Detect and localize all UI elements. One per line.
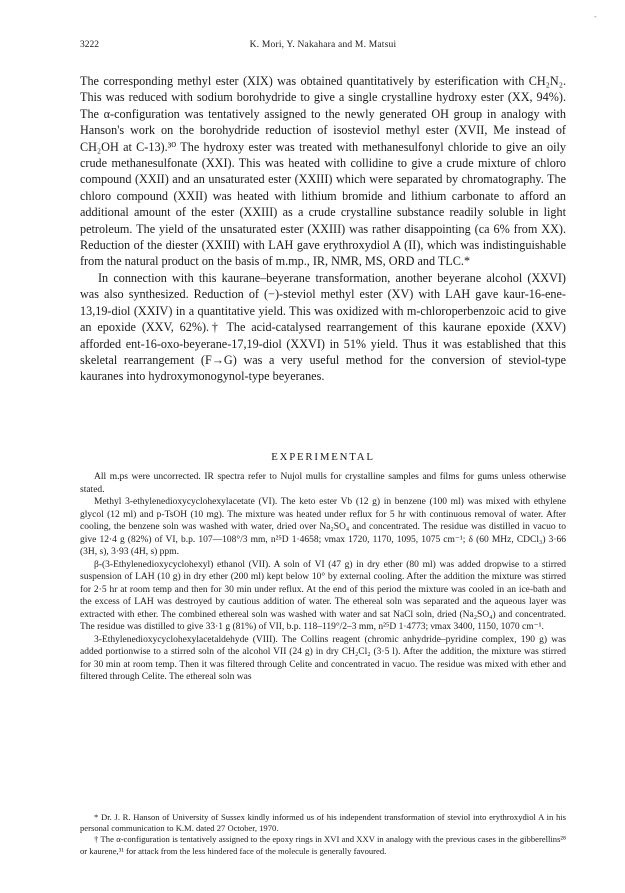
page-number: 3222 — [80, 40, 99, 50]
experimental-paragraph: 3-Ethylenedioxycyclohexylacetaldehyde (VIII). The Collins reagent (chromic anhydride–pyridine complex, 190 g) was added portionwise to a stirred soln of the alcohol VII (24 g) in dry CH₂Cl₂ (3·5 l). After the addition, the mixture was stirred for 30 min at room temp. Then it was filtered through Celite and concentrated in vacuo. The residue was mixed with ether and filtered through Celite. The ethereal soln was — [80, 634, 566, 682]
section-heading: EXPERIMENTAL — [271, 451, 375, 463]
page-header — [80, 40, 566, 54]
experimental-paragraph: Methyl 3-ethylenedioxycyclohexylacetate (VI). The keto ester Vb (12 g) in benzene (100 ml) was mixed with ethylene glycol (12 ml) and p-TsOH (10 mg). The mixture was heated under reflux for 5 hr with continuous removal of water. After cooling, the benzene soln was washed with water, dried over Na₂SO₄ and concentrated. The residue was distilled in vacuo to give 12·4 g (82%) of VI, b.p. 107—108°/3 mm, n²⁵D 1·4658; νmax 1720, 1170, 1095, 1075 cm⁻¹; δ (60 MHz, CDCl₃) 3·66 (3H, s), 3·93 (4H, s) ppm. — [80, 497, 566, 557]
experimental-paragraph: β-(3-Ethylenedioxycyclohexyl) ethanol (VII). A soln of VI (47 g) in dry ether (80 ml) was added dropwise to a stirred suspension of LAH (10 g) in dry ether (200 ml) kept below 10° by external cooling. After the addition the mixture was stirred for 2·5 hr at room temp and then for 30 min under reflux. At the end of this period the mixture was cooled in an ice-bath and the excess of LAH was destroyed by cautious addition of water. The ethereal soln was separated and the aqueous layer was extracted with ether. The combined ethereal soln was washed with water and sat NaCl soln, dried (Na₂SO₄) and concentrated. The residue was distilled to give 33·1 g (81%) of VII, b.p. 118–119°/2–3 mm, n²⁵D 1·4773; νmax 3400, 1150, 1070 cm⁻¹. — [80, 559, 566, 632]
corner-mark: - — [594, 12, 597, 21]
experimental-paragraph: All m.ps were uncorrected. IR spectra refer to Nujol mulls for crystalline samples and films for gums unless otherwise stated. — [80, 472, 566, 495]
footnotes — [80, 812, 566, 857]
experimental-text — [80, 471, 566, 684]
body-paragraph: The corresponding methyl ester (XIX) was obtained quantitatively by esterification with CH₂N₂. This was reduced with sodium borohydride to give a single crystalline hydroxy ester (XX, 94%). The α-configuration was tentatively assigned to the newly generated OH group in analogy with Hanson's work on the borohydride reduction of isosteviol methyl ester (XVII, Me instead of CH₂OH at C-13).³⁰ The hydroxy ester was treated with methanesulfonyl chloride to give an oily crude methanesulfonate (XXI). This was heated with collidine to give a crude mixture of chloro compound (XXII) and an unsaturated ester (XXIII) which were separated by chromatography. The chloro compound (XXII) was heated with lithium bromide and lithium carbonate to afford an additional amount of the ester (XXIII) as a crude crystalline substance readily soluble in light petroleum. The yield of the unsaturated ester (XXIII) was rather disappointing (ca 6% from XX). Reduction of the diester (XXIII) with LAH gave erythroxydiol A (II), which was indistinguishable from the natural product on the basis of m.mp., IR, NMR, MS, ORD and TLC.* — [80, 74, 566, 269]
body-paragraph: In connection with this kaurane–beyerane transformation, another beyerane alcohol (XXVI) was also synthesized. Reduction of (−)-steviol methyl ester (XV) with LAH gave kaur-16-ene-13,19-diol (XXIV) in a quantitative yield. This was oxidized with m-chloroperbenzoic acid to give an epoxide (XXV, 62%).† The acid-catalysed rearrangement of this kaurane epoxide (XXV) afforded ent-16-oxo-beyerane-17,19-diol (XXVI) in 51% yield. Thus it was established that this skeletal rearrangement (F→G) was a very useful method for the conversion of steviol-type kauranes into hydroxymonogynol-type beyeranes. — [80, 270, 566, 384]
footnote: * Dr. J. R. Hanson of University of Sussex kindly informed us of his independent transformation of steviol into erythroxydiol A in his personal communication to K.M. dated 27 October, 1970. — [80, 812, 566, 834]
running-title: K. Mori, Y. Nakahara and M. Matsui — [249, 40, 397, 50]
main-text — [80, 73, 566, 385]
footnote: † The α-configuration is tentatively assigned to the epoxy rings in XVI and XXV in analogy with the previous cases in the gibberellins²⁸ or kaurene,³¹ for attack from the less hindered face of the molecule is generally favoured. — [80, 834, 566, 856]
